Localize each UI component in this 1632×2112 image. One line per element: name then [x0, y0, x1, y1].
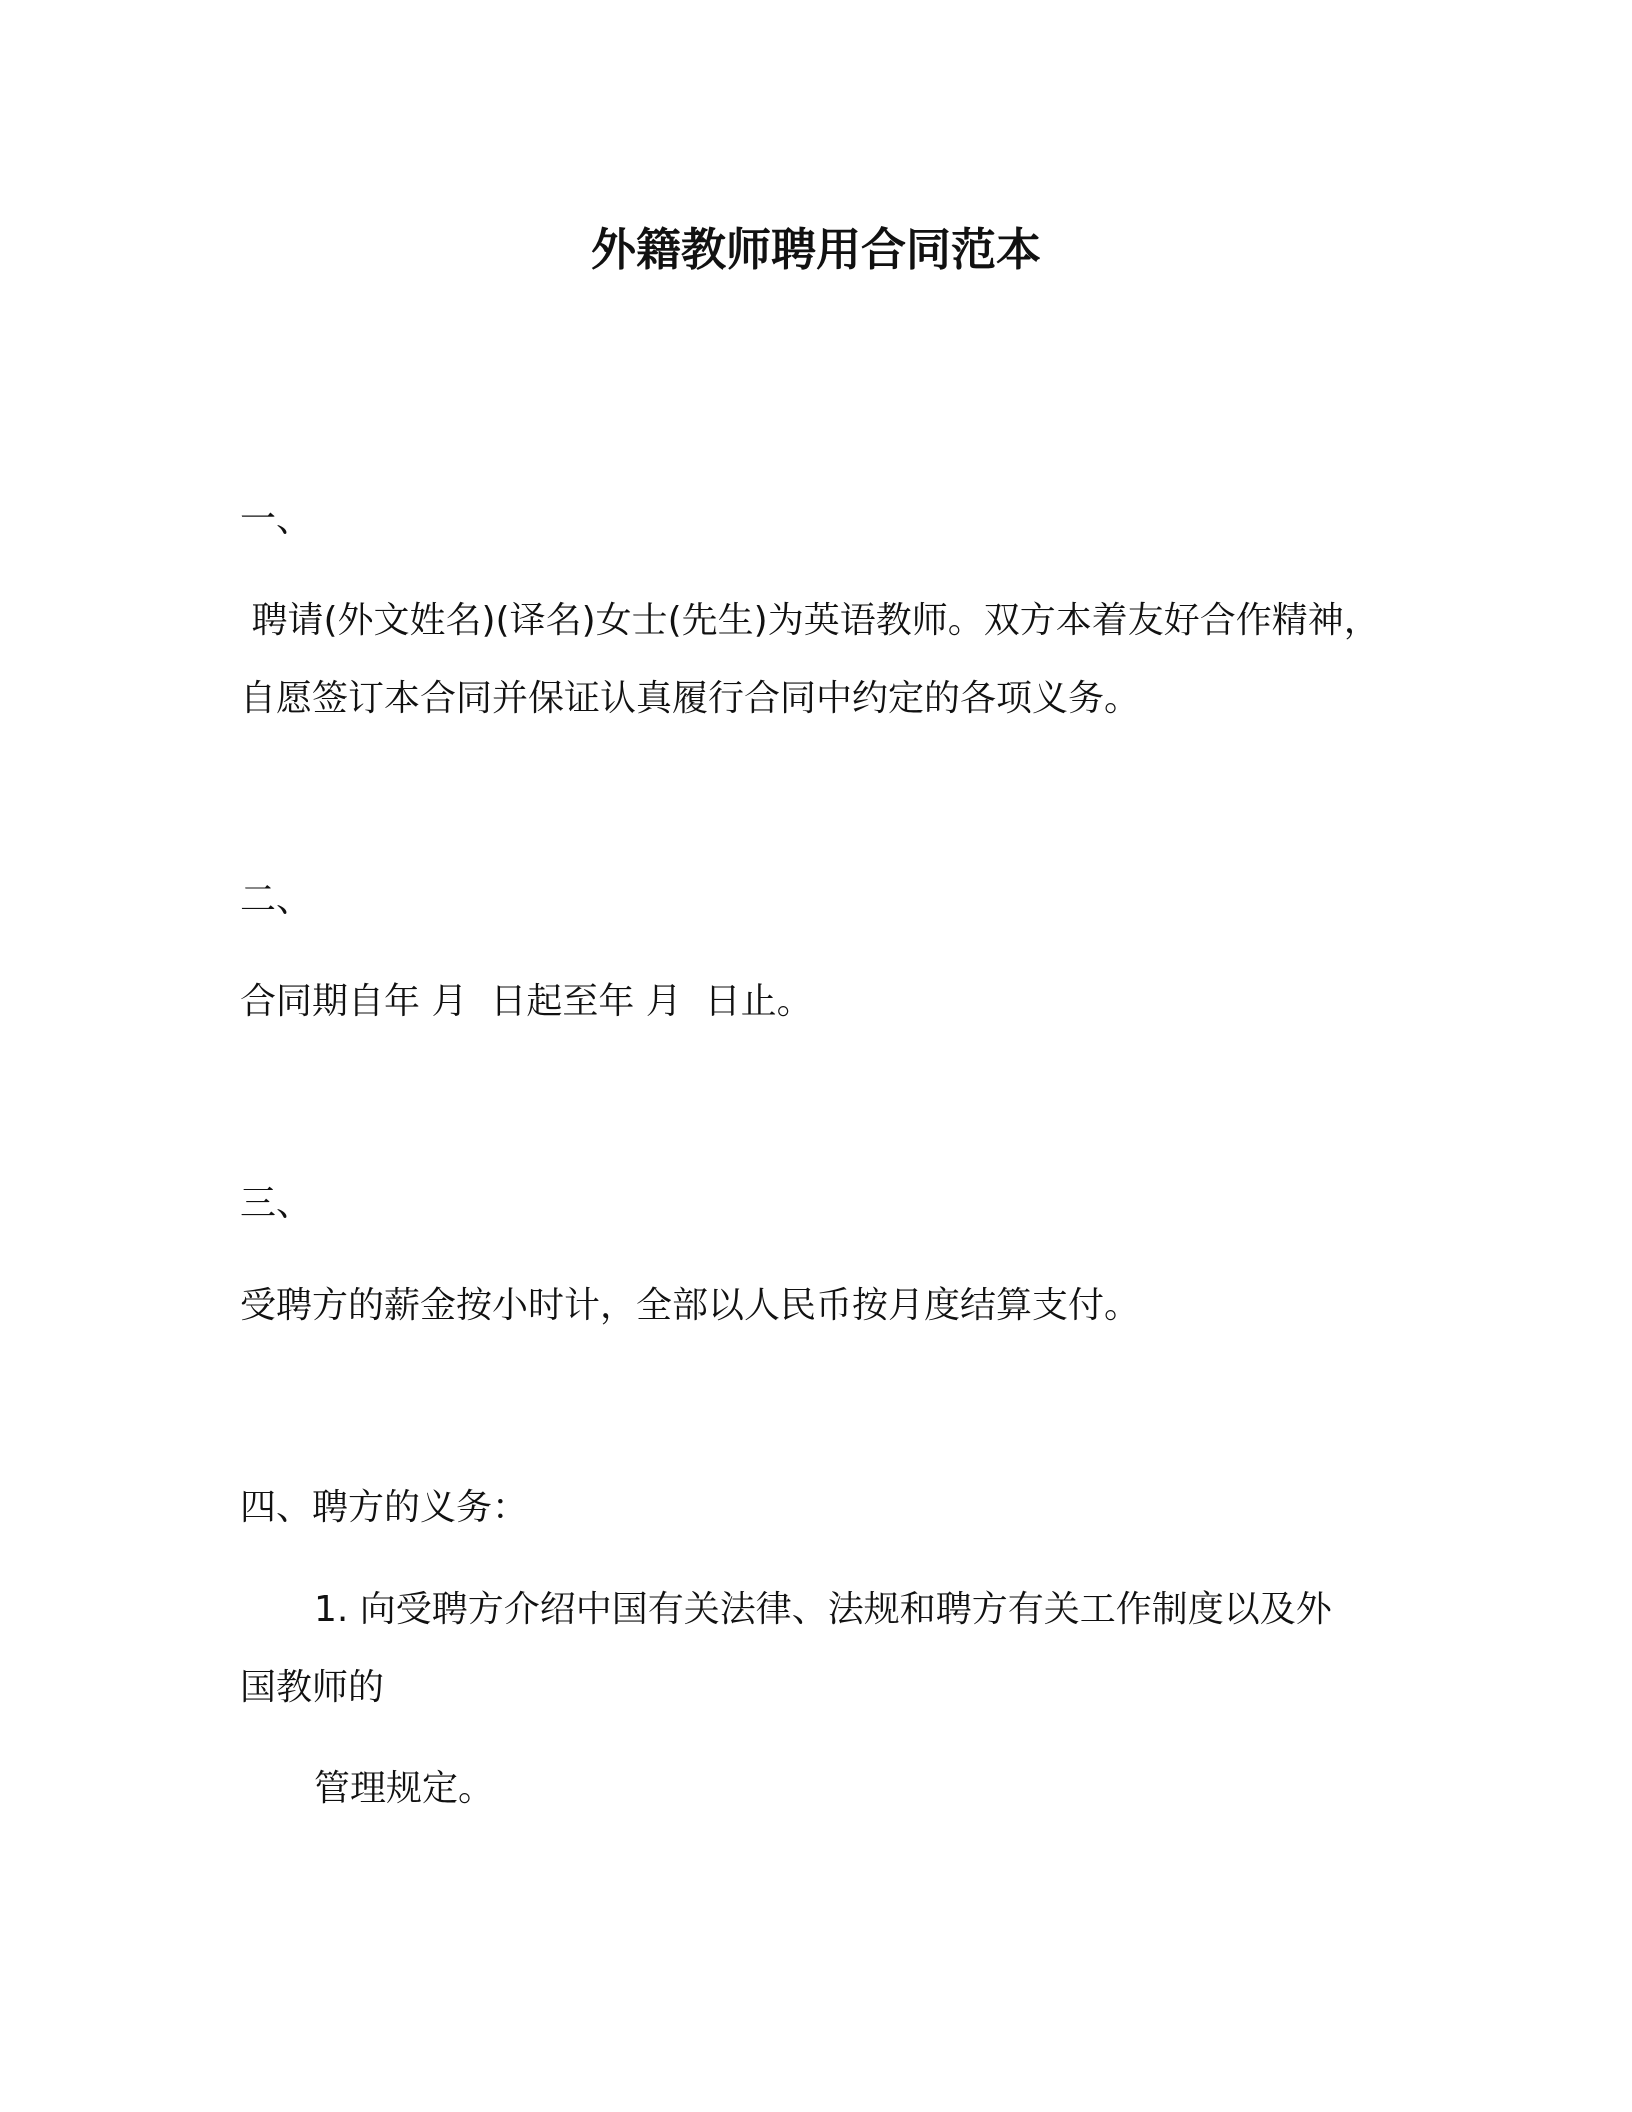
- section-2-line-1: 合同期自年 月 日起至年 月 日止。: [240, 981, 813, 1022]
- section-2-heading: 二、: [240, 879, 313, 920]
- section-4-line-1: 1. 向受聘方介绍中国有关法律、法规和聘方有关工作制度以及外: [314, 1589, 1332, 1630]
- section-4-line-2: 国教师的: [240, 1667, 385, 1708]
- document-title: 外籍教师聘用合同范本: [590, 223, 1041, 276]
- section-1-line-2: 自愿签订本合同并保证认真履行合同中约定的各项义务。: [240, 678, 1141, 719]
- section-4-heading: 四、聘方的义务：: [240, 1487, 529, 1528]
- section-3-heading: 三、: [240, 1183, 313, 1224]
- section-4-line-3: 管理规定。: [314, 1768, 495, 1809]
- section-1-line-1: 聘请(外文姓名)(译名)女士(先生)为英语教师。双方本着友好合作精神，: [240, 600, 1380, 641]
- section-3-line-1: 受聘方的薪金按小时计，全部以人民币按月度结算支付。: [240, 1285, 1141, 1326]
- section-1-heading: 一、: [240, 499, 313, 540]
